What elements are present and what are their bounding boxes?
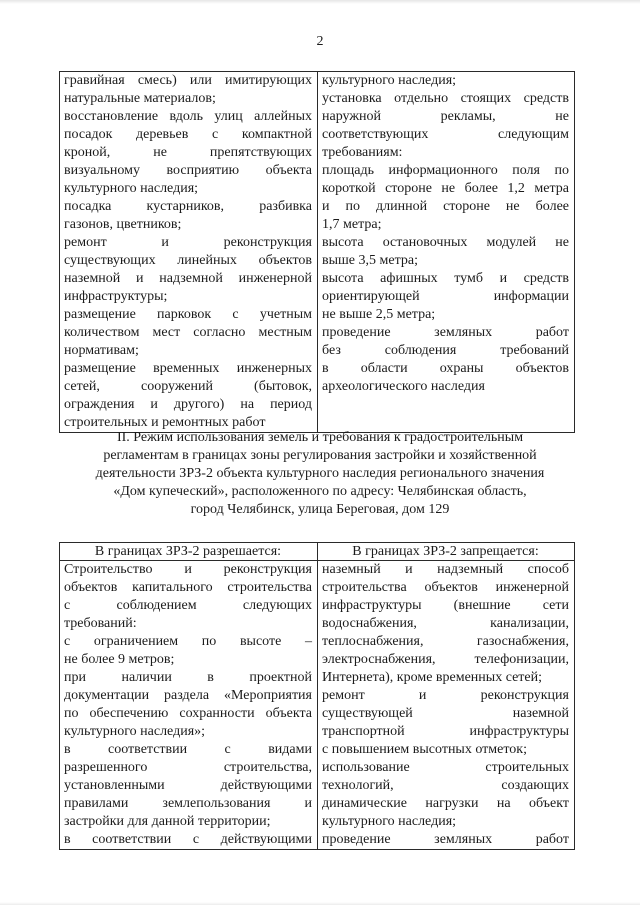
table-line: ремонт и реконструкция bbox=[322, 688, 569, 703]
table-line: установленными действующими bbox=[64, 778, 312, 793]
table-cell-prohibited bbox=[318, 561, 575, 850]
table-line: правилами землепользования и bbox=[64, 796, 312, 811]
table-line: в соответствии с действующими bbox=[64, 832, 312, 847]
heading-line: регламентам в границах зоны регулирования застройки и хозяйственной bbox=[103, 448, 537, 463]
table-line: с ограничением по высоте – bbox=[64, 634, 312, 649]
table-line: Интернета), кроме временных сетей; bbox=[322, 670, 543, 685]
heading-line: город Челябинск, улица Береговая, дом 129 bbox=[190, 502, 450, 517]
table-line: требований: bbox=[64, 616, 137, 631]
table-line: объектов капитального строительства bbox=[64, 580, 312, 595]
table-line: в области охраны объектов bbox=[322, 361, 569, 376]
table-line: инфраструктуры; bbox=[64, 289, 168, 304]
table-cell-allowed bbox=[60, 72, 318, 433]
column-header-allowed: В границах ЗРЗ-2 разрешается: bbox=[60, 543, 318, 561]
table-line: гравийная смесь) или имитирующих bbox=[64, 73, 312, 88]
table-line: 1,7 метра; bbox=[322, 217, 382, 232]
table-line: в соответствии с видами bbox=[64, 742, 312, 757]
table-line: строительства объектов инженерной bbox=[322, 580, 569, 595]
table-line: высота остановочных модулей не bbox=[322, 235, 569, 250]
section-heading bbox=[70, 429, 570, 519]
table-line: проведение земляных работ bbox=[322, 832, 569, 847]
table-line: выше 3,5 метра; bbox=[322, 253, 418, 268]
table-line: не выше 2,5 метра; bbox=[322, 307, 436, 322]
table-line: при наличии в проектной bbox=[64, 670, 312, 685]
table-line: Строительство и реконструкция bbox=[64, 562, 312, 577]
table-line: культурного наследия; bbox=[322, 73, 457, 88]
table-line: размещение временных инженерных bbox=[64, 361, 312, 376]
table-line: археологического наследия bbox=[322, 379, 485, 394]
table-line: ориентирующей информации bbox=[322, 289, 569, 304]
table-line: восстановление вдоль улиц аллейных bbox=[64, 109, 312, 124]
table-line: ограждения и другого) на период bbox=[64, 397, 312, 412]
table-line: по обеспечению сохранности объекта bbox=[64, 706, 312, 721]
regulation-table-continued bbox=[59, 71, 575, 433]
table-line: транспортной инфраструктуры bbox=[322, 724, 569, 739]
table-line: ремонт и реконструкция bbox=[64, 235, 312, 250]
table-line: натуральные материалов; bbox=[64, 91, 216, 106]
table-line: культурного наследия; bbox=[64, 181, 199, 196]
table-line: разрешенного строительства, bbox=[64, 760, 312, 775]
table-line: количеством мест согласно местным bbox=[64, 325, 312, 340]
table-line: размещение парковок с учетным bbox=[64, 307, 312, 322]
table-row bbox=[60, 72, 575, 433]
table-line: существующей наземной bbox=[322, 706, 569, 721]
table-line: теплоснабжения, газоснабжения, bbox=[322, 634, 569, 649]
table-line: проведение земляных работ bbox=[322, 325, 569, 340]
table-line: нормативам; bbox=[64, 343, 139, 358]
table-line: требованиям: bbox=[322, 145, 403, 160]
heading-line: «Дом купеческий», расположенного по адресу: Челябинская область, bbox=[113, 484, 527, 499]
page-number: 2 bbox=[316, 34, 324, 49]
table-line: застройки для данной территории; bbox=[64, 814, 271, 829]
table-line: электроснабжения, телефонизации, bbox=[322, 652, 569, 667]
table-line: технологий, создающих bbox=[322, 778, 569, 793]
table-line: кроной, не препятствующих bbox=[64, 145, 312, 160]
table-line: использование строительных bbox=[322, 760, 569, 775]
table-line: наземный и надземный способ bbox=[322, 562, 569, 577]
table-line: строительных и ремонтных работ bbox=[64, 415, 266, 430]
table-line: и по длинной стороне не более bbox=[322, 199, 569, 214]
table-line: с соблюдением следующих bbox=[64, 598, 312, 613]
table-line: установка отдельно стоящих средств bbox=[322, 91, 569, 106]
table-line: культурного наследия»; bbox=[64, 724, 206, 739]
table-line: инфраструктуры (внешние сети bbox=[322, 598, 569, 613]
table-line: без соблюдения требований bbox=[322, 343, 569, 358]
table-line: визуальному восприятию объекта bbox=[64, 163, 312, 178]
table-cell-prohibited bbox=[318, 72, 575, 433]
table-line: посадка кустарников, разбивка bbox=[64, 199, 312, 214]
table-line: с повышением высотных отметок; bbox=[322, 742, 527, 757]
table-line: динамические нагрузки на объект bbox=[322, 796, 569, 811]
heading-line: II. Режим использования земель и требования к градостроительным bbox=[116, 430, 524, 445]
table-line: не более 9 метров; bbox=[64, 652, 175, 667]
table-line: сетей, сооружений (бытовок, bbox=[64, 379, 312, 394]
table-line: наружной рекламы, не bbox=[322, 109, 569, 124]
table-line: короткой стороне не более 1,2 метра bbox=[322, 181, 569, 196]
column-header-prohibited: В границах ЗРЗ-2 запрещается: bbox=[318, 543, 575, 561]
table-line: водоснабжения, канализации, bbox=[322, 616, 569, 631]
heading-line: деятельности ЗРЗ-2 объекта культурного наследия регионального значения bbox=[95, 466, 545, 481]
table-line: площадь информационного поля по bbox=[322, 163, 569, 178]
table-line: посадок деревьев с компактной bbox=[64, 127, 312, 142]
table-line: высота афишных тумб и средств bbox=[322, 271, 569, 286]
table-line: существующих линейных объектов bbox=[64, 253, 312, 268]
table-header-row bbox=[60, 543, 575, 561]
table-line: газонов, цветников; bbox=[64, 217, 182, 232]
zrz2-regulation-table bbox=[59, 542, 575, 850]
table-row bbox=[60, 561, 575, 850]
scan-top-edge bbox=[0, 0, 640, 4]
table-line: соответствующих следующим bbox=[322, 127, 569, 142]
table-line: документации раздела «Мероприятия bbox=[64, 688, 312, 703]
table-line: культурного наследия; bbox=[322, 814, 457, 829]
table-line: наземной и надземной инженерной bbox=[64, 271, 312, 286]
table-cell-allowed bbox=[60, 561, 318, 850]
